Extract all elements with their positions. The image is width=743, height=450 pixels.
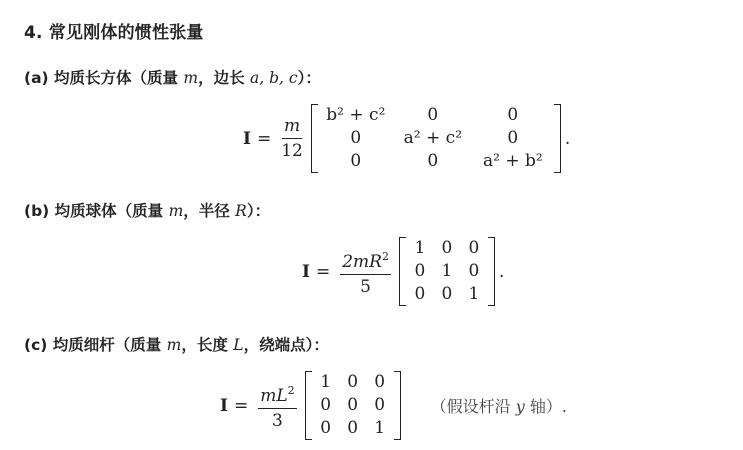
case-b-mass-var: m bbox=[168, 202, 184, 220]
equation-b-period: . bbox=[498, 261, 505, 282]
matrix-c-cell: 1 bbox=[320, 372, 332, 392]
equation-a-period: . bbox=[564, 128, 571, 149]
matrix-b-cell: 0 bbox=[414, 261, 426, 281]
matrix-c-right-bracket bbox=[394, 371, 401, 440]
matrix-b-left-bracket bbox=[399, 237, 406, 306]
axis-note-post: 轴）. bbox=[524, 397, 567, 416]
matrix-a-row bbox=[320, 150, 552, 173]
matrix-c-row bbox=[314, 394, 392, 417]
fraction-c bbox=[258, 382, 296, 430]
fraction-b-numerator bbox=[340, 248, 391, 275]
axis-note bbox=[431, 394, 567, 417]
case-b-suffix: ）： bbox=[246, 202, 271, 220]
axis-note-var: y bbox=[515, 397, 525, 416]
case-b-prefix: (b) 均质球体（质量 bbox=[24, 202, 169, 220]
case-a-mid: ，边长 bbox=[198, 69, 251, 87]
matrix-b-cell: 0 bbox=[468, 261, 480, 281]
matrix-a-cell: a² + b² bbox=[482, 151, 543, 171]
tensor-symbol-a: I bbox=[243, 128, 251, 149]
matrix-c-cell: 0 bbox=[320, 395, 332, 415]
matrix-c-row bbox=[314, 417, 392, 440]
matrix-c bbox=[305, 371, 401, 440]
equation-b bbox=[302, 237, 504, 306]
case-c-prefix: (c) 均质细杆（质量 bbox=[24, 336, 167, 354]
matrix-b-row bbox=[408, 237, 486, 260]
matrix-b-cell: 1 bbox=[468, 284, 480, 304]
case-c-length-var: L bbox=[233, 336, 244, 354]
fraction-a-denominator: 12 bbox=[281, 141, 303, 161]
case-c-label bbox=[24, 333, 329, 355]
section-heading: 4. 常见刚体的惯性张量 bbox=[24, 23, 204, 43]
case-a-label bbox=[24, 66, 321, 88]
matrix-a-cell: 0 bbox=[427, 151, 439, 171]
fraction-c-numerator-exponent: 2 bbox=[287, 383, 295, 397]
matrix-b-row bbox=[408, 260, 486, 283]
matrix-c-left-bracket bbox=[305, 371, 312, 440]
matrix-a-left-bracket bbox=[311, 104, 318, 173]
matrix-b bbox=[399, 237, 495, 306]
matrix-c-cell: 1 bbox=[374, 418, 386, 438]
matrix-a-body bbox=[320, 104, 552, 173]
matrix-a-row bbox=[320, 127, 552, 150]
matrix-b-cell: 0 bbox=[414, 284, 426, 304]
matrix-c-cell: 0 bbox=[347, 372, 359, 392]
tensor-symbol-c: I bbox=[220, 395, 228, 416]
equals-sign-c: = bbox=[233, 395, 249, 416]
matrix-c-cell: 0 bbox=[374, 395, 386, 415]
axis-note-pre: （假设杆沿 bbox=[430, 397, 516, 416]
fraction-b bbox=[340, 248, 391, 296]
matrix-a-cell: b² + c² bbox=[326, 105, 386, 125]
case-c-mid: ，长度 bbox=[181, 336, 234, 354]
matrix-c-body bbox=[314, 371, 392, 440]
matrix-b-cell: 1 bbox=[414, 238, 426, 258]
case-b-radius-var: R bbox=[235, 202, 247, 220]
matrix-b-cell: 0 bbox=[441, 238, 453, 258]
tensor-symbol-b: I bbox=[302, 261, 310, 282]
matrix-a bbox=[311, 104, 561, 173]
matrix-b-cell: 0 bbox=[468, 238, 480, 258]
case-c-suffix: ，绕端点）： bbox=[243, 336, 329, 354]
matrix-a-cell: a² + c² bbox=[403, 128, 463, 148]
fraction-a bbox=[281, 117, 303, 160]
matrix-a-right-bracket bbox=[554, 104, 561, 173]
equals-sign-b: = bbox=[315, 261, 331, 282]
case-c-mass-var: m bbox=[166, 336, 182, 354]
matrix-a-cell: 0 bbox=[350, 151, 362, 171]
fraction-b-numerator-exponent: 2 bbox=[381, 249, 389, 263]
case-a-edge-vars: a, b, c bbox=[250, 69, 298, 87]
matrix-b-row bbox=[408, 283, 486, 306]
case-a-mass-var: m bbox=[183, 69, 199, 87]
case-a-suffix: ）： bbox=[297, 69, 321, 87]
matrix-a-cell: 0 bbox=[427, 105, 439, 125]
matrix-c-cell: 0 bbox=[374, 372, 386, 392]
fraction-b-denominator: 5 bbox=[360, 276, 371, 297]
matrix-a-cell: 0 bbox=[507, 105, 519, 125]
fraction-a-numerator: m bbox=[282, 117, 302, 139]
fraction-b-numerator-base: 2mR bbox=[342, 251, 382, 272]
matrix-c-cell: 0 bbox=[320, 418, 332, 438]
matrix-a-cell: 0 bbox=[507, 128, 519, 148]
matrix-b-right-bracket bbox=[488, 237, 495, 306]
matrix-b-cell: 1 bbox=[441, 261, 453, 281]
matrix-c-cell: 0 bbox=[347, 395, 359, 415]
matrix-a-cell: 0 bbox=[350, 128, 362, 148]
matrix-c-cell: 0 bbox=[347, 418, 359, 438]
fraction-c-numerator-base: mL bbox=[260, 385, 288, 406]
case-a-prefix: (a) 均质长方体（质量 bbox=[24, 69, 184, 87]
matrix-b-cell: 0 bbox=[441, 284, 453, 304]
case-b-label bbox=[24, 199, 270, 221]
equation-a bbox=[243, 104, 570, 173]
equals-sign-a: = bbox=[256, 128, 272, 149]
matrix-b-body bbox=[408, 237, 486, 306]
equation-c bbox=[220, 371, 567, 440]
matrix-c-row bbox=[314, 371, 392, 394]
fraction-c-denominator: 3 bbox=[272, 410, 283, 431]
matrix-a-row bbox=[320, 104, 552, 127]
fraction-c-numerator bbox=[258, 382, 296, 409]
case-b-mid: ，半径 bbox=[183, 202, 236, 220]
